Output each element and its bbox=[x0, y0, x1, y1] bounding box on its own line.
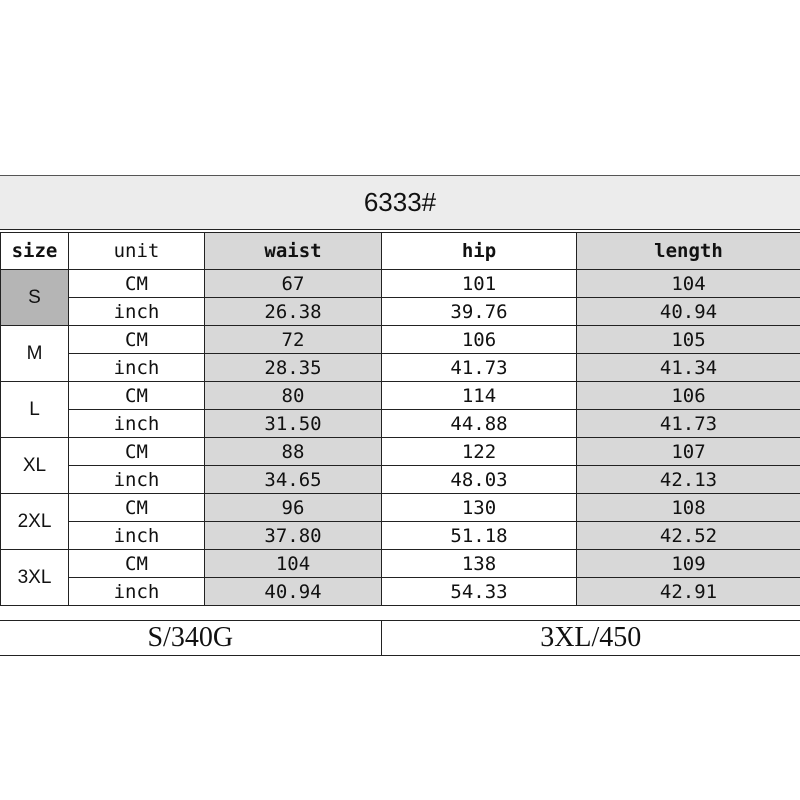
unit-cell: CM bbox=[69, 326, 205, 354]
length-cell: 104 bbox=[577, 270, 800, 298]
hip-cell: 101 bbox=[382, 270, 577, 298]
unit-cell: inch bbox=[69, 466, 205, 494]
table-row bbox=[1, 522, 800, 550]
unit-cell: CM bbox=[69, 270, 205, 298]
size-label: L bbox=[1, 382, 69, 438]
waist-cell: 72 bbox=[205, 326, 382, 354]
unit-cell: CM bbox=[69, 438, 205, 466]
unit-cell: inch bbox=[69, 578, 205, 606]
table-row bbox=[1, 410, 800, 438]
footer-weight-small: S/340G bbox=[0, 621, 382, 655]
weight-footer bbox=[0, 620, 800, 656]
chart-title: 6333# bbox=[0, 175, 800, 230]
table-row bbox=[1, 494, 800, 522]
hip-cell: 41.73 bbox=[382, 354, 577, 382]
unit-cell: CM bbox=[69, 550, 205, 578]
unit-cell: inch bbox=[69, 354, 205, 382]
hip-cell: 138 bbox=[382, 550, 577, 578]
waist-cell: 104 bbox=[205, 550, 382, 578]
waist-cell: 31.50 bbox=[205, 410, 382, 438]
hip-cell: 106 bbox=[382, 326, 577, 354]
table-row bbox=[1, 298, 800, 326]
unit-cell: inch bbox=[69, 522, 205, 550]
waist-cell: 28.35 bbox=[205, 354, 382, 382]
size-table bbox=[0, 232, 800, 606]
header-length: length bbox=[577, 233, 800, 270]
header-size: size bbox=[1, 233, 69, 270]
header-unit: unit bbox=[69, 233, 205, 270]
header-waist: waist bbox=[205, 233, 382, 270]
footer-weight-large: 3XL/450 bbox=[540, 622, 642, 653]
length-cell: 40.94 bbox=[577, 298, 800, 326]
unit-cell: inch bbox=[69, 410, 205, 438]
table-row bbox=[1, 466, 800, 494]
waist-cell: 37.80 bbox=[205, 522, 382, 550]
size-label: M bbox=[1, 326, 69, 382]
length-cell: 41.34 bbox=[577, 354, 800, 382]
unit-cell: inch bbox=[69, 298, 205, 326]
length-cell: 107 bbox=[577, 438, 800, 466]
table-row bbox=[1, 382, 800, 410]
length-cell: 42.91 bbox=[577, 578, 800, 606]
header-row bbox=[1, 233, 800, 270]
waist-cell: 88 bbox=[205, 438, 382, 466]
waist-cell: 40.94 bbox=[205, 578, 382, 606]
length-cell: 109 bbox=[577, 550, 800, 578]
hip-cell: 48.03 bbox=[382, 466, 577, 494]
unit-cell: CM bbox=[69, 382, 205, 410]
hip-cell: 44.88 bbox=[382, 410, 577, 438]
table-row bbox=[1, 354, 800, 382]
size-label: 3XL bbox=[1, 550, 69, 606]
table-row bbox=[1, 326, 800, 354]
length-cell: 108 bbox=[577, 494, 800, 522]
unit-cell: CM bbox=[69, 494, 205, 522]
table-row bbox=[1, 438, 800, 466]
table-row bbox=[1, 550, 800, 578]
waist-cell: 26.38 bbox=[205, 298, 382, 326]
size-chart bbox=[0, 175, 800, 655]
length-cell: 42.52 bbox=[577, 522, 800, 550]
table-row bbox=[1, 270, 800, 298]
size-label: S bbox=[1, 270, 69, 326]
size-label: XL bbox=[1, 438, 69, 494]
header-hip: hip bbox=[382, 233, 577, 270]
hip-cell: 122 bbox=[382, 438, 577, 466]
waist-cell: 96 bbox=[205, 494, 382, 522]
length-cell: 41.73 bbox=[577, 410, 800, 438]
waist-cell: 67 bbox=[205, 270, 382, 298]
hip-cell: 39.76 bbox=[382, 298, 577, 326]
size-label: 2XL bbox=[1, 494, 69, 550]
hip-cell: 130 bbox=[382, 494, 577, 522]
hip-cell: 54.33 bbox=[382, 578, 577, 606]
length-cell: 42.13 bbox=[577, 466, 800, 494]
table-row bbox=[1, 578, 800, 606]
waist-cell: 80 bbox=[205, 382, 382, 410]
length-cell: 105 bbox=[577, 326, 800, 354]
waist-cell: 34.65 bbox=[205, 466, 382, 494]
length-cell: 106 bbox=[577, 382, 800, 410]
hip-cell: 114 bbox=[382, 382, 577, 410]
hip-cell: 51.18 bbox=[382, 522, 577, 550]
